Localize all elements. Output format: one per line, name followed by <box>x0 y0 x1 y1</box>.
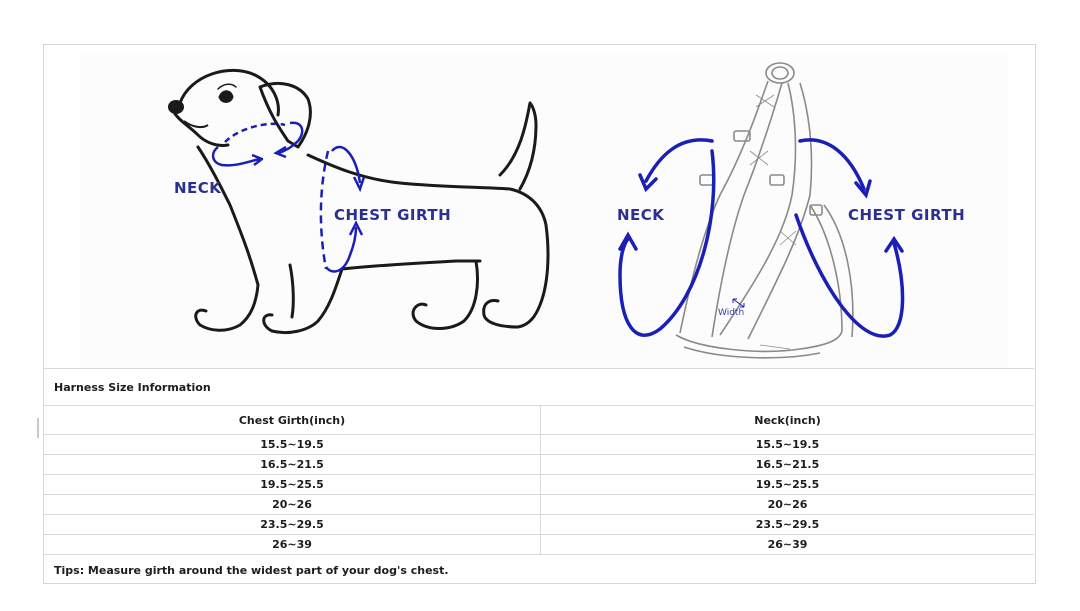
neck-cell: 15.5~19.5 <box>541 435 1035 455</box>
harness-chest-girth-label: CHEST GIRTH <box>848 206 966 224</box>
chest-girth-cell: 19.5~25.5 <box>44 475 541 495</box>
chest-girth-cell: 16.5~21.5 <box>44 455 541 475</box>
harness-outline-icon <box>676 63 853 358</box>
table-row <box>44 455 1034 475</box>
tips-text: Tips: Measure girth around the widest part of your dog's chest. <box>44 555 1034 587</box>
table-row <box>44 475 1034 495</box>
stray-mark <box>37 418 39 438</box>
dog-outline-icon <box>174 70 548 332</box>
column-header-neck: Neck(inch) <box>541 406 1035 435</box>
harness-neck-label: NECK <box>617 206 665 224</box>
measurement-illustration <box>80 55 1008 369</box>
chest-girth-cell: 23.5~29.5 <box>44 515 541 535</box>
table-row <box>44 435 1034 455</box>
neck-cell: 20~26 <box>541 495 1035 515</box>
chest-girth-cell: 15.5~19.5 <box>44 435 541 455</box>
chest-girth-cell: 26~39 <box>44 535 541 555</box>
dog-chest-girth-label: CHEST GIRTH <box>334 206 452 224</box>
size-chart-sheet <box>43 44 1036 584</box>
neck-cell: 26~39 <box>541 535 1035 555</box>
chest-girth-cell: 20~26 <box>44 495 541 515</box>
neck-cell: 19.5~25.5 <box>541 475 1035 495</box>
table-title-row <box>44 369 1034 406</box>
dog-neck-label: NECK <box>174 179 222 197</box>
table-row <box>44 495 1034 515</box>
dog-nose-icon <box>168 100 184 114</box>
table-title: Harness Size Information <box>44 369 1034 406</box>
column-header-chest-girth: Chest Girth(inch) <box>44 406 541 435</box>
harness-size-table <box>44 368 1034 586</box>
neck-cell: 23.5~29.5 <box>541 515 1035 535</box>
harness-neck-arrows-icon <box>620 140 714 335</box>
table-row <box>44 535 1034 555</box>
tips-row <box>44 555 1034 587</box>
table-header-row <box>44 406 1034 435</box>
table-row <box>44 515 1034 535</box>
neck-cell: 16.5~21.5 <box>541 455 1035 475</box>
harness-width-label: Width <box>718 308 745 318</box>
